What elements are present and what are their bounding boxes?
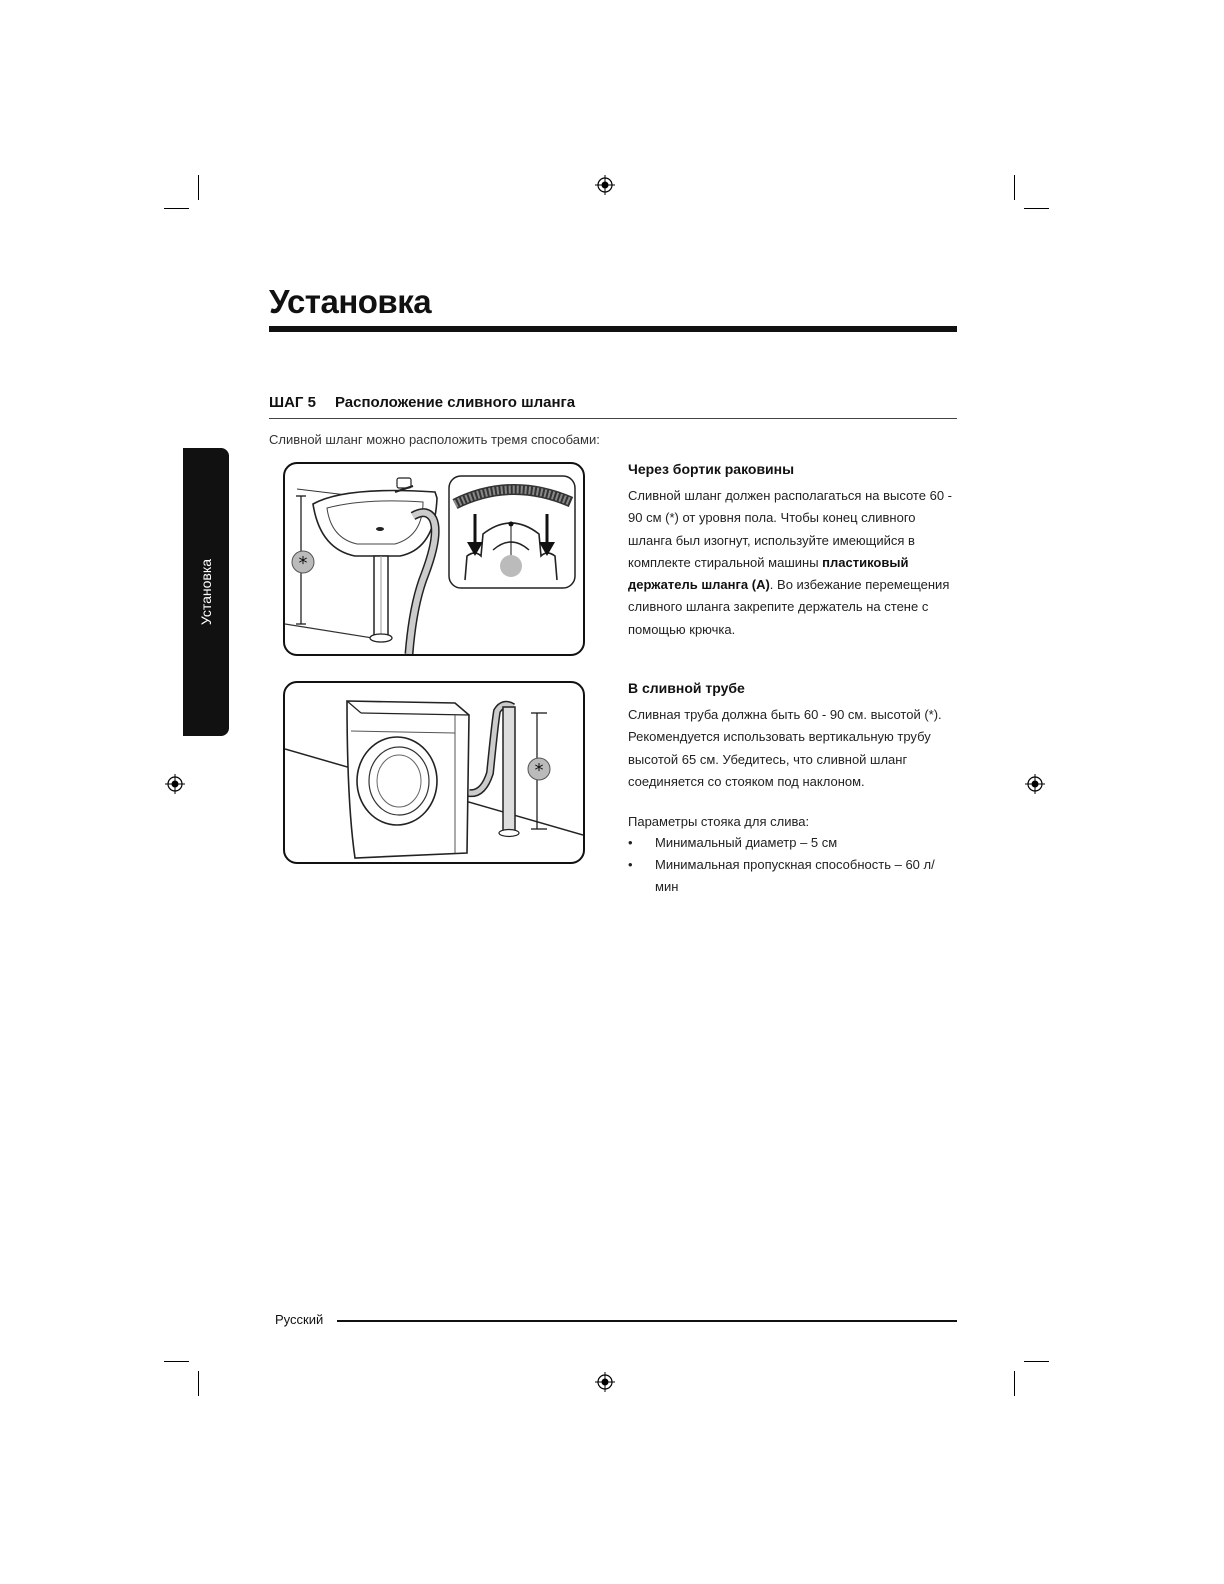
step-title: Расположение сливного шланга [335,394,576,411]
crop-mark [1024,208,1049,209]
crop-mark [164,208,189,209]
registration-mark-icon [595,1372,615,1392]
hose-holder-term: пластиковый держатель шланга (A) [628,554,909,593]
footer-rule [337,1320,957,1322]
footer-language: Русский [275,1312,324,1327]
crop-mark [1014,1371,1015,1396]
list-item: • Минимальный диаметр – 5 см [628,832,958,854]
sink-drain-figure [283,462,585,656]
side-tab [183,448,229,736]
registration-mark-icon [165,774,185,794]
params-heading: Параметры стояка для слива: [628,814,810,829]
step-number: ШАГ 5 [269,394,316,411]
title-rule [269,326,957,332]
height-marker: * [298,553,308,574]
list-item: • Минимальная пропускная способность – 60 л/мин [628,854,958,898]
crop-mark [164,1361,189,1362]
section-text-sink [628,485,958,641]
section-title-sink: Через бортик раковины [628,461,795,477]
intro-text: Сливной шланг можно расположить тремя способами: [269,432,600,447]
side-tab-label: Установка [198,558,214,626]
step-rule [269,418,957,419]
crop-mark [198,1371,199,1396]
step-header [269,394,575,411]
height-marker: * [534,760,544,781]
crop-mark [198,175,199,200]
crop-mark [1024,1361,1049,1362]
section-title-pipe: В сливной трубе [628,680,745,696]
registration-mark-icon [595,175,615,195]
crop-mark [1014,175,1015,200]
params-list [628,832,958,898]
section-text-pipe: Сливная труба должна быть 60 - 90 см. высотой (*). Рекомендуется использовать вертикальную трубу высотой 65 см. Убедитесь, что сливной шланг соединяется со стояком под наклоном. [628,707,942,789]
standpipe-drain-figure [283,681,585,864]
sink-text-part1: Сливной шланг должен располагаться на высоте 60 - 90 см (*) от уровня пола. Чтобы конец сливного шланга был изогнут, используйте имеющийся в комплекте стиральной машины [628,488,952,570]
page-title: Установка [269,283,432,320]
standpipe-illustration [285,683,583,862]
sink-text-part2: . Во избежание перемещения сливного шланга закрепите держатель на стене с помощью крючка. [628,577,950,637]
sink-illustration [285,464,583,654]
registration-mark-icon [1025,774,1045,794]
